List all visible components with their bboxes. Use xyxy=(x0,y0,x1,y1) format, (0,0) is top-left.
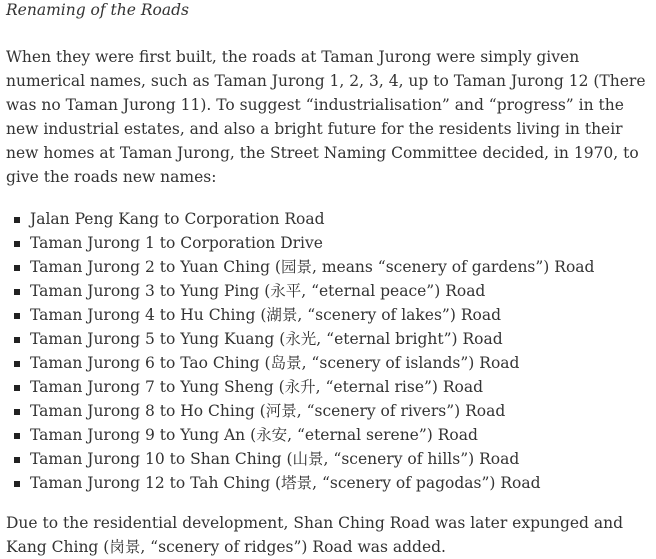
outro-paragraph: Due to the residential development, Shan Ching Road was later expunged and Kang Ching (岗景, “scenery of ridges”) Road was added. xyxy=(6,514,624,556)
list-item xyxy=(14,447,652,471)
bullet-icon xyxy=(14,241,20,247)
bullet-icon xyxy=(14,217,20,223)
bullet-icon xyxy=(14,457,20,463)
bullet-icon xyxy=(14,265,20,271)
bullet-icon xyxy=(14,313,20,319)
list-item-text: Taman Jurong 2 to Yuan Ching (园景, means “scenery of gardens”) Road xyxy=(30,258,595,276)
bullet-icon xyxy=(14,409,20,415)
list-item-text: Taman Jurong 7 to Yung Sheng (永升, “eternal rise”) Road xyxy=(30,378,484,396)
list-item-text: Taman Jurong 8 to Ho Ching (河景, “scenery of rivers”) Road xyxy=(30,402,506,420)
section-heading: Renaming of the Roads xyxy=(6,1,189,19)
list-item-text: Taman Jurong 4 to Hu Ching (湖景, “scenery of lakes”) Road xyxy=(30,306,501,324)
intro-paragraph: When they were first built, the roads at Taman Jurong were simply given numerical names, such as Taman Jurong 1, 2, 3, 4, up to Taman Jurong 12 (There was no Taman Jurong 11). To suggest “industrialisation” and “progress” in the new industrial estates, and also a bright future for the residents living in their new homes at Taman Jurong, the Street Naming Committee decided, in 1970, to give the roads new names: xyxy=(6,48,646,186)
list-item xyxy=(14,231,652,255)
list-item-text: Taman Jurong 9 to Yung An (永安, “eternal serene”) Road xyxy=(30,426,478,444)
list-item-text: Taman Jurong 1 to Corporation Drive xyxy=(30,234,323,252)
list-item xyxy=(14,255,652,279)
list-item-text: Taman Jurong 6 to Tao Ching (岛景, “scenery of islands”) Road xyxy=(30,354,520,372)
list-item-text: Taman Jurong 10 to Shan Ching (山景, “scenery of hills”) Road xyxy=(30,450,520,468)
list-item-text: Taman Jurong 5 to Yung Kuang (永光, “eternal bright”) Road xyxy=(30,330,503,348)
bullet-icon xyxy=(14,361,20,367)
list-item xyxy=(14,279,652,303)
list-item-text: Jalan Peng Kang to Corporation Road xyxy=(30,210,325,228)
road-renaming-list xyxy=(6,207,652,495)
list-item-text: Taman Jurong 12 to Tah Ching (塔景, “scenery of pagodas”) Road xyxy=(30,474,541,492)
list-item xyxy=(14,471,652,495)
list-item xyxy=(14,207,652,231)
bullet-icon xyxy=(14,337,20,343)
bullet-icon xyxy=(14,385,20,391)
list-item xyxy=(14,423,652,447)
list-item-text: Taman Jurong 3 to Yung Ping (永平, “eternal peace”) Road xyxy=(30,282,486,300)
list-item xyxy=(14,375,652,399)
list-item xyxy=(14,351,652,375)
bullet-icon xyxy=(14,289,20,295)
list-item xyxy=(14,303,652,327)
list-item xyxy=(14,327,652,351)
list-item xyxy=(14,399,652,423)
bullet-icon xyxy=(14,481,20,487)
bullet-icon xyxy=(14,433,20,439)
